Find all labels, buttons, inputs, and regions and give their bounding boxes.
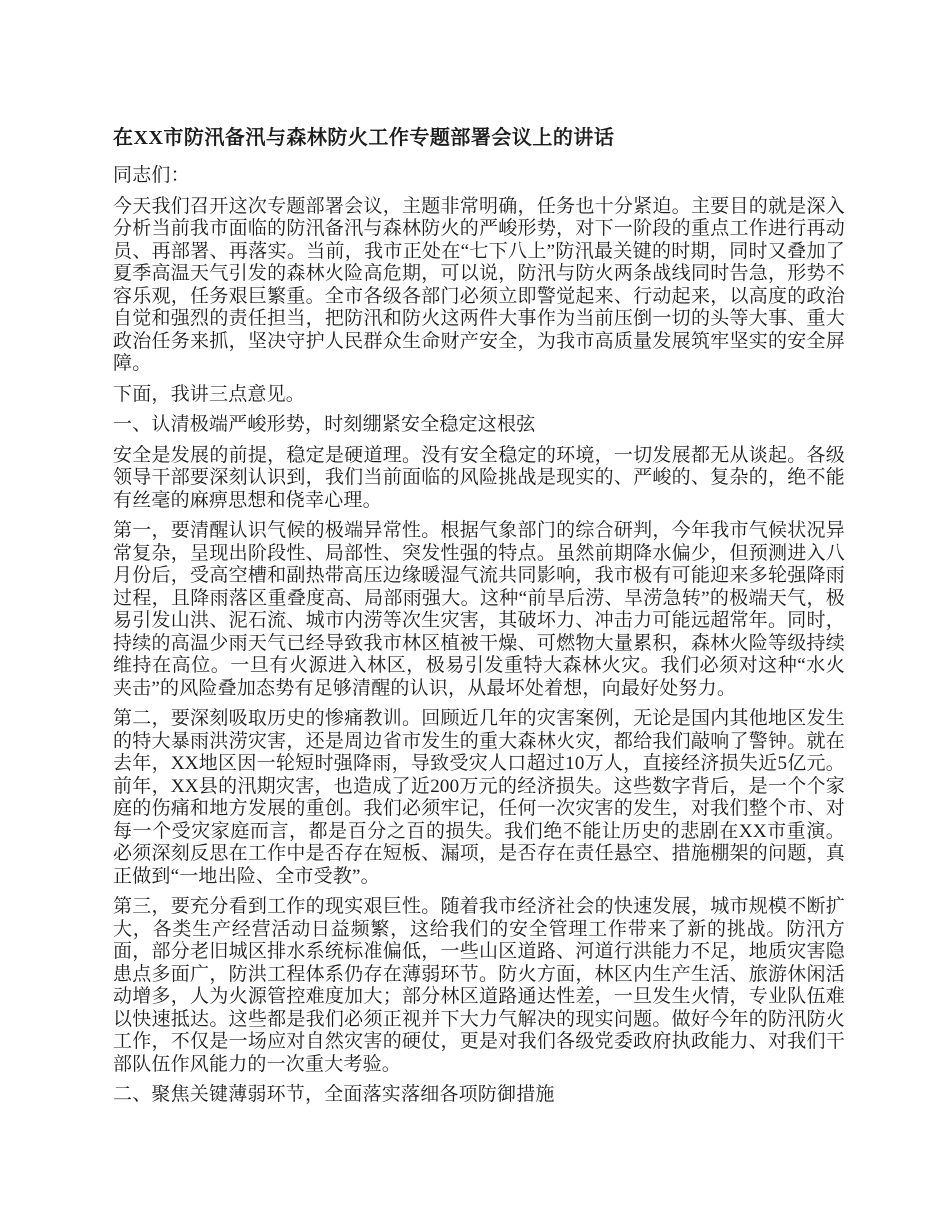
- paragraph-point-1: 第一，要清醒认识气候的极端异常性。根据气象部门的综合研判，今年我市气候状况异常复杂，呈现出阶段性、局部性、突发性强的特点。虽然前期降水偏少，但预测进入八月份后，受高空槽和副热带高压边缘暖湿气流共同影响，我市极有可能迎来多轮强降雨过程，且降雨落区重叠度高、局部雨强大。这种“前旱后涝、旱涝急转”的极端天气，极易引发山洪、泥石流、城市内涝等次生灾害，其破坏力、冲击力可能远超常年。同时，持续的高温少雨天气已经导致我市林区植被干燥、可燃物大量累积，森林火险等级持续维持在高位。一旦有火源进入林区，极易引发重特大森林火灾。我们必须对这种“水火夹击”的风险叠加态势有足够清醒的认识，从最坏处着想，向最好处努力。: [113, 520, 845, 699]
- paragraph-point-2: 第二，要深刻吸取历史的惨痛教训。回顾近几年的灾害案例，无论是国内其他地区发生的特大暴雨洪涝灾害，还是周边省市发生的重大森林火灾，都给我们敲响了警钟。就在去年，XX地区因一轮短时强降雨，导致受灾人口超过10万人，直接经济损失近5亿元。前年，XX县的汛期灾害，也造成了近200万元的经济损失。这些数字背后，是一个个家庭的伤痛和地方发展的重创。我们必须牢记，任何一次灾害的发生，对我们整个市、对每一个受灾家庭而言，都是百分之百的损失。我们绝不能让历史的悲剧在XX市重演。必须深刻反思在工作中是否存在短板、漏项，是否存在责任悬空、措施棚架的问题，真正做到“一地出险、全市受教”。: [113, 708, 845, 887]
- paragraph-transition: 下面，我讲三点意见。: [113, 383, 306, 405]
- salutation: 同志们：: [113, 165, 190, 186]
- paragraph-section-1-lead: 安全是发展的前提，稳定是硬道理。没有安全稳定的环境，一切发展都无从谈起。各级领导干部要深刻认识到，我们当前面临的风险挑战是现实的、严峻的、复杂的，绝不能有丝毫的麻痹思想和侥幸心理。: [113, 444, 845, 511]
- section-1-heading: 一、认清极端严峻形势，时刻绷紧安全稳定这根弦: [113, 414, 536, 435]
- section-2-heading: 二、聚焦关键薄弱环节，全面落实落细各项防御措施: [113, 1084, 555, 1105]
- paragraph-intro: 今天我们召开这次专题部署会议，主题非常明确，任务也十分紧迫。主要目的就是深入分析当前我市面临的防汛备汛与森林防火的严峻形势，对下一阶段的重点工作进行再动员、再部署、再落实。当前，我市正处在“七下八上”防汛最关键的时期，同时又叠加了夏季高温天气引发的森林火险高危期，可以说，防汛与防火两条战线同时告急，形势不容乐观，任务艰巨繁重。全市各级各部门必须立即警觉起来、行动起来，以高度的政治自觉和强烈的责任担当，把防汛和防火这两件大事作为当前压倒一切的头等大事、重大政治任务来抓，坚决守护人民群众生命财产安全，为我市高质量发展筑牢坚实的安全屏障。: [113, 195, 845, 374]
- document-title: 在XX市防汛备汛与森林防火工作专题部署会议上的讲话: [113, 127, 615, 149]
- paragraph-point-3: 第三，要充分看到工作的现实艰巨性。随着我市经济社会的快速发展，城市规模不断扩大，各类生产经营活动日益频繁，这给我们的安全管理工作带来了新的挑战。防汛方面，部分老旧城区排水系统标准偏低，一些山区道路、河道行洪能力不足，地质灾害隐患点多面广，防洪工程体系仍存在薄弱环节。防火方面，林区内生产生活、旅游休闲活动增多，人为火源管控难度加大；部分林区道路通达性差，一旦发生火情，专业队伍难以快速抵达。这些都是我们必须正视并下大力气解决的现实问题。做好今年的防汛防火工作，不仅是一场应对自然灾害的硬仗，更是对我们各级党委政府执政能力、对我们干部队伍作风能力的一次重大考验。: [113, 896, 845, 1075]
